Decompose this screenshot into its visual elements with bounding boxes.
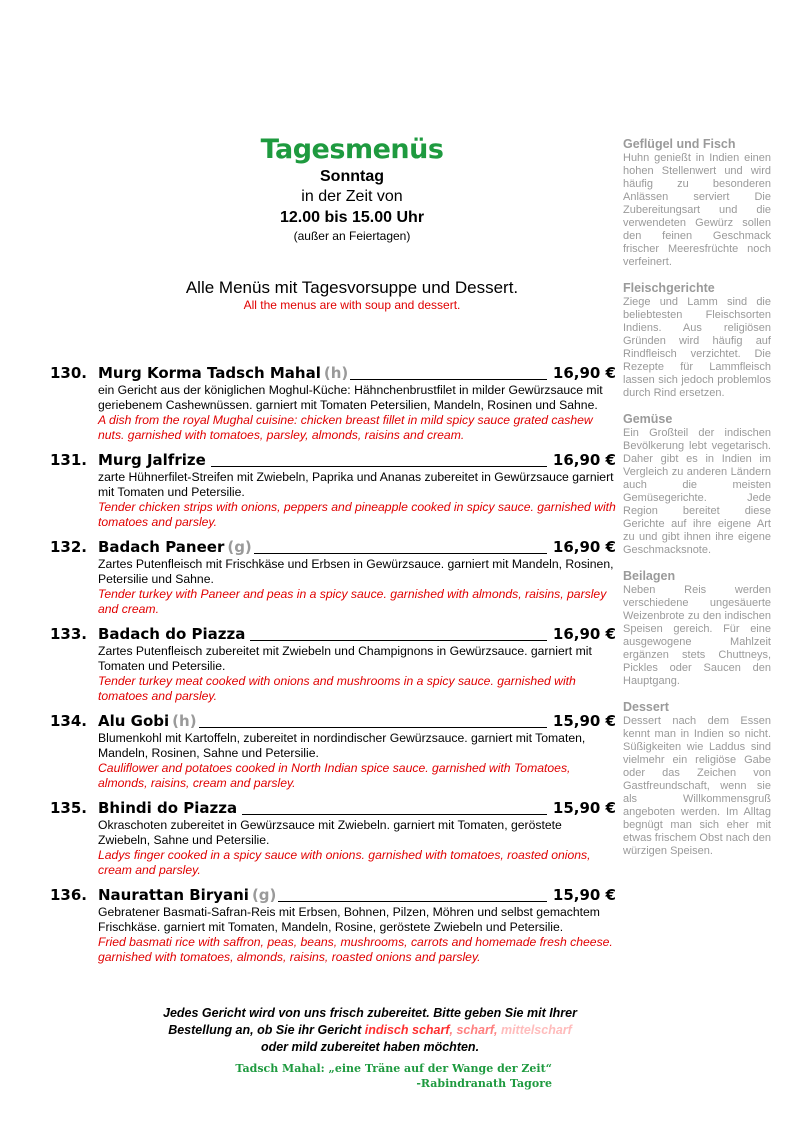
menu-item (50, 883, 616, 965)
item-number: 134. (50, 712, 88, 730)
menu-item-header (50, 622, 616, 644)
item-name (98, 450, 209, 470)
menu-item-header (50, 448, 616, 470)
item-name-text: Badach do Piazza (98, 625, 246, 643)
item-price: 16,90 € (552, 538, 616, 556)
item-name (98, 885, 276, 905)
item-number: 131. (50, 451, 88, 469)
description-german: Gebratener Basmati-Safran-Reis mit Erbsen, Bohnen, Pilzen, Möhren und selbst gemachtem Frischkäse. garniert mit Tomaten, Mandeln, Rosine, geröstete Zwiebeln und Petersilie. (98, 905, 600, 934)
spice-tag: (h) (323, 364, 349, 382)
menu-item (50, 448, 616, 530)
menu-item (50, 622, 616, 704)
sidebar-text: Neben Reis werden verschiedene ungesäuerte Weizenbrote zu den indischen Speisen gereich. Für eine ausgewogene Mahlzeit ergänzen stets Chuttneys, Pickles oder Saucen den Hauptgang. (623, 584, 771, 687)
item-name-text: Murg Korma Tadsch Mahal (98, 364, 321, 382)
sidebar-title: Fleischgerichte (623, 281, 715, 295)
item-name-text: Alu Gobi (98, 712, 170, 730)
leader-line (278, 901, 547, 902)
description-german: Zartes Putenfleisch mit Frischkäse und Erbsen in Gewürzsauce. garniert mit Mandeln, Rosinen, Petersilie und Sahne. (98, 557, 614, 586)
leader-line (242, 814, 547, 815)
spice-level-mild: mittelscharf (500, 1023, 572, 1037)
intro-english: All the menus are with soup and dessert. (243, 298, 461, 312)
menu-item-header (50, 796, 616, 818)
spice-note-line-2 (120, 1022, 620, 1039)
description-english: Tender turkey meat cooked with onions and mushrooms in a spicy sauce. garnished with tomatoes and parsley. (98, 674, 576, 703)
description-english: Tender chicken strips with onions, peppers and pineapple cooked in spicy sauce. garnished with tomatoes and parsley. (98, 500, 616, 529)
item-number: 132. (50, 538, 88, 556)
item-name (98, 798, 240, 818)
item-price: 16,90 € (552, 451, 616, 469)
sidebar-section (623, 412, 771, 557)
leader-line (211, 466, 547, 467)
hours-label: 12.00 bis 15.00 Uhr (279, 209, 425, 226)
sidebar-text: Dessert nach dem Essen kennt man in Indien so nicht. Süßigkeiten wie Laddus sind vielmehr ein religiöse Gabe oder das Zeichen von Gastfreundschaft, wenn sie als Willkommensgruß angeboten werden. Im Alltag begnügt man sich eher mit etwas frischem Obst nach den würzigen Speisen. (623, 715, 771, 857)
item-description (98, 731, 616, 791)
item-description (98, 557, 616, 617)
sidebar-title: Beilagen (623, 569, 676, 583)
spice-tag: (g) (251, 886, 277, 904)
item-price: 15,90 € (552, 712, 616, 730)
item-number: 133. (50, 625, 88, 643)
item-price: 15,90 € (552, 799, 616, 817)
menu-item-header (50, 709, 616, 731)
spice-level-medium: scharf (456, 1023, 494, 1037)
description-german: Blumenkohl mit Kartoffeln, zubereitet in nordindischer Gewürzsauce. garniert mit Tomaten, Mandeln, Rosinen, Sahne und Petersilie. (98, 731, 586, 760)
spice-note-line-3: oder mild zubereitet haben möchten. (260, 1040, 480, 1054)
item-price: 15,90 € (552, 886, 616, 904)
quote-text: Tadsch Mahal: „eine Träne auf der Wange der Zeit“ (235, 1062, 552, 1075)
item-description (98, 644, 616, 704)
sidebar-section (623, 700, 771, 858)
item-number: 136. (50, 886, 88, 904)
menu-item-header (50, 361, 616, 383)
intro-german: Alle Menüs mit Tagesvorsuppe und Dessert. (185, 278, 519, 297)
item-name (98, 624, 248, 644)
description-german: ein Gericht aus der königlichen Moghul-Küche: Hähnchenbrustfilet in milder Gewürzsauce mit geriebenem Cashewnüssen. garniert mit Tomaten Petersilien, Mandeln, Rosinen und Sahne. (98, 383, 603, 412)
description-english: Fried basmati rice with saffron, peas, beans, mushrooms, carrots and homemade fresh cheese. garnished with tomatoes, almonds, raisins, roasted onions and parsley. (98, 935, 613, 964)
description-english: A dish from the royal Mughal cuisine: chicken breast fillet in mild spicy sauce grated cashew nuts. garnished with tomatoes, parsley, almonds, raisins and cream. (98, 413, 593, 442)
leader-line (350, 379, 547, 380)
item-name (98, 537, 252, 557)
item-price: 16,90 € (552, 625, 616, 643)
item-name-text: Murg Jalfrize (98, 451, 206, 469)
item-price: 16,90 € (552, 364, 616, 382)
leader-line (199, 727, 547, 728)
item-name-text: Naurattan Biryani (98, 886, 249, 904)
menu-header (150, 133, 554, 312)
item-number: 130. (50, 364, 88, 382)
item-name (98, 363, 348, 383)
sidebar-text: Ziege und Lamm sind die beliebtesten Fleischsorten Indiens. Aus religiösen Gründen wird häufig auf Rindfleisch verzichtet. Die Rezepte für Lammfleisch lassen sich jedoch problemlos durch Rind ersetzen. (623, 296, 771, 399)
info-sidebar (623, 137, 771, 870)
menu-item (50, 535, 616, 617)
sidebar-title: Dessert (623, 700, 669, 714)
spice-note-prefix: Bestellung an, ob Sie ihr Gericht (168, 1023, 365, 1037)
description-english: Tender turkey with Paneer and peas in a spicy sauce. garnished with almonds, raisins, parsley and cream. (98, 587, 607, 616)
separator: , (449, 1023, 457, 1037)
menu-list (50, 361, 616, 970)
item-description (98, 818, 616, 878)
spice-note (120, 1005, 620, 1056)
menu-item-header (50, 535, 616, 557)
spice-tag: (h) (172, 712, 197, 730)
description-english: Cauliflower and potatoes cooked in North Indian spice sauce. garnished with Tomatoes, almonds, raisins, cream and parsley. (98, 761, 571, 790)
quote-block (200, 1061, 552, 1091)
item-description (98, 383, 616, 443)
item-description (98, 470, 616, 530)
menu-item (50, 361, 616, 443)
description-german: Okraschoten zubereitet in Gewürzsauce mit Zwiebeln. garniert mit Tomaten, geröstete Zwiebeln, Sahne und Petersilie. (98, 818, 562, 847)
menu-item-header (50, 883, 616, 905)
item-name (98, 711, 197, 731)
menu-item (50, 709, 616, 791)
item-name-text: Bhindi do Piazza (98, 799, 238, 817)
description-german: Zartes Putenfleisch zubereitet mit Zwiebeln und Champignons in Gewürzsauce. garniert mit Tomaten und Petersilie. (98, 644, 592, 673)
leader-line (250, 640, 547, 641)
sidebar-text: Ein Großteil der indischen Bevölkerung lebt vegetarisch. Daher gibt es in Indien im Vergleich zu anderen Ländern auch die meisten Gemüsegerichte. Jede Region bereitet diese Gerichte auf ihre eigene Art zu und gibt ihnen ihre eigene Geschmacksnote. (623, 427, 771, 556)
item-description (98, 905, 616, 965)
exception-note: (außer an Feiertagen) (293, 229, 411, 243)
sidebar-text: Huhn genießt in Indien einen hohen Stellenwert und wird häufig zu besonderen Anlässen serviert Die Zubereitungsart und die verwendeten Gewürz sollen den feinen Geschmack frischer Meeresfrüchte noch verfeinert. (623, 152, 771, 268)
quote-author: -Rabindranath Tagore (416, 1077, 552, 1090)
spice-note-line-1: Jedes Gericht wird von uns frisch zubereitet. Bitte geben Sie mit Ihrer (163, 1006, 577, 1020)
item-number: 135. (50, 799, 88, 817)
day-label: Sonntag (320, 168, 384, 185)
description-german: zarte Hühnerfilet-Streifen mit Zwiebeln, Paprika und Ananas zubereitet in Gewürzsauce garniert mit Tomaten und Petersilie. (98, 470, 614, 499)
sidebar-section (623, 569, 771, 688)
time-label: in der Zeit von (301, 188, 403, 205)
description-english: Ladys finger cooked in a spicy sauce with onions. garnished with tomatoes, roasted onions, cream and parsley. (98, 848, 591, 877)
menu-item (50, 796, 616, 878)
spice-tag: (g) (227, 538, 252, 556)
sidebar-section (623, 137, 771, 269)
sidebar-title: Geflügel und Fisch (623, 137, 736, 151)
spice-level-hot: indisch scharf (364, 1023, 450, 1037)
sidebar-title: Gemüse (623, 412, 673, 426)
separator: , (494, 1023, 501, 1037)
sidebar-section (623, 281, 771, 400)
leader-line (254, 553, 547, 554)
item-name-text: Badach Paneer (98, 538, 225, 556)
page-title: Tagesmenüs (260, 134, 444, 165)
